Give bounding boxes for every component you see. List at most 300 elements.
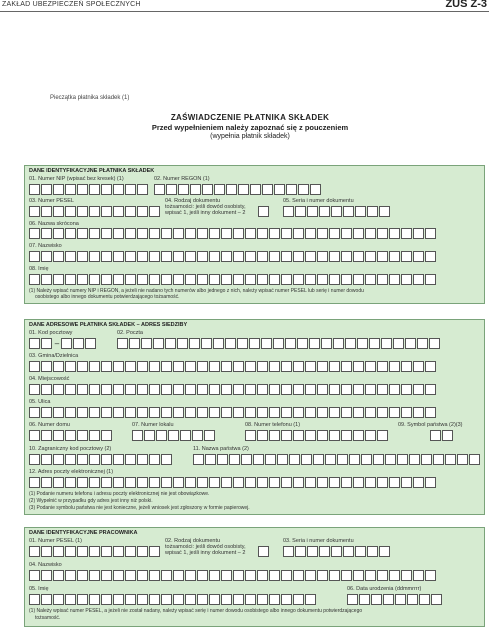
input-cell[interactable] bbox=[401, 407, 412, 418]
input-cell[interactable] bbox=[413, 274, 424, 285]
input-cell[interactable] bbox=[377, 251, 388, 262]
input-cell[interactable] bbox=[249, 338, 260, 349]
input-cell[interactable] bbox=[457, 454, 468, 465]
input-cell[interactable] bbox=[321, 338, 332, 349]
input-cell[interactable] bbox=[305, 228, 316, 239]
input-cell[interactable] bbox=[285, 338, 296, 349]
input-cell[interactable] bbox=[29, 454, 40, 465]
input-cell[interactable] bbox=[89, 594, 100, 605]
input-cell[interactable] bbox=[101, 206, 112, 217]
input-cell[interactable] bbox=[245, 251, 256, 262]
input-cell[interactable] bbox=[29, 251, 40, 262]
input-cell[interactable] bbox=[173, 228, 184, 239]
input-cell[interactable] bbox=[65, 206, 76, 217]
input-cell[interactable] bbox=[257, 228, 268, 239]
input-cell[interactable] bbox=[149, 206, 160, 217]
input-cell[interactable] bbox=[153, 338, 164, 349]
regon-field[interactable] bbox=[154, 184, 322, 195]
input-cell[interactable] bbox=[225, 338, 236, 349]
input-cell[interactable] bbox=[137, 477, 148, 488]
input-cell[interactable] bbox=[141, 338, 152, 349]
input-cell[interactable] bbox=[293, 407, 304, 418]
input-cell[interactable] bbox=[233, 228, 244, 239]
input-cell[interactable] bbox=[379, 546, 390, 557]
input-cell[interactable] bbox=[297, 338, 308, 349]
input-cell[interactable] bbox=[89, 546, 100, 557]
input-cell[interactable] bbox=[165, 338, 176, 349]
input-cell[interactable] bbox=[113, 594, 124, 605]
input-cell[interactable] bbox=[257, 407, 268, 418]
input-cell[interactable] bbox=[29, 546, 40, 557]
input-cell[interactable] bbox=[413, 570, 424, 581]
input-cell[interactable] bbox=[281, 477, 292, 488]
input-cell[interactable] bbox=[137, 546, 148, 557]
input-cell[interactable] bbox=[41, 274, 52, 285]
input-cell[interactable] bbox=[209, 361, 220, 372]
input-cell[interactable] bbox=[125, 546, 136, 557]
input-cell[interactable] bbox=[125, 361, 136, 372]
input-cell[interactable] bbox=[317, 361, 328, 372]
employee-document-number-field[interactable] bbox=[283, 546, 391, 557]
input-cell[interactable] bbox=[258, 546, 269, 557]
input-cell[interactable] bbox=[53, 477, 64, 488]
input-cell[interactable] bbox=[197, 570, 208, 581]
input-cell[interactable] bbox=[53, 384, 64, 395]
input-cell[interactable] bbox=[425, 477, 436, 488]
input-cell[interactable] bbox=[305, 407, 316, 418]
input-cell[interactable] bbox=[319, 546, 330, 557]
input-cell[interactable] bbox=[125, 407, 136, 418]
input-cell[interactable] bbox=[245, 361, 256, 372]
input-cell[interactable] bbox=[341, 361, 352, 372]
country-symbol-field[interactable] bbox=[430, 430, 454, 441]
input-cell[interactable] bbox=[365, 274, 376, 285]
input-cell[interactable] bbox=[137, 454, 148, 465]
input-cell[interactable] bbox=[137, 361, 148, 372]
document-type-field[interactable] bbox=[258, 206, 270, 217]
input-cell[interactable] bbox=[166, 184, 177, 195]
input-cell[interactable] bbox=[293, 384, 304, 395]
input-cell[interactable] bbox=[161, 274, 172, 285]
input-cell[interactable] bbox=[41, 206, 52, 217]
input-cell[interactable] bbox=[245, 594, 256, 605]
input-cell[interactable] bbox=[343, 206, 354, 217]
input-cell[interactable] bbox=[281, 251, 292, 262]
input-cell[interactable] bbox=[409, 454, 420, 465]
employee-pesel-field[interactable] bbox=[29, 546, 161, 557]
input-cell[interactable] bbox=[345, 338, 356, 349]
input-cell[interactable] bbox=[77, 407, 88, 418]
input-cell[interactable] bbox=[154, 184, 165, 195]
input-cell[interactable] bbox=[397, 454, 408, 465]
input-cell[interactable] bbox=[125, 206, 136, 217]
input-cell[interactable] bbox=[257, 361, 268, 372]
input-cell[interactable] bbox=[125, 570, 136, 581]
input-cell[interactable] bbox=[389, 274, 400, 285]
input-cell[interactable] bbox=[29, 274, 40, 285]
input-cell[interactable] bbox=[53, 546, 64, 557]
post-office-field[interactable] bbox=[117, 338, 441, 349]
input-cell[interactable] bbox=[89, 184, 100, 195]
nip-field[interactable] bbox=[29, 184, 149, 195]
input-cell[interactable] bbox=[180, 430, 191, 441]
input-cell[interactable] bbox=[431, 594, 442, 605]
input-cell[interactable] bbox=[89, 251, 100, 262]
input-cell[interactable] bbox=[113, 251, 124, 262]
input-cell[interactable] bbox=[209, 251, 220, 262]
input-cell[interactable] bbox=[269, 274, 280, 285]
input-cell[interactable] bbox=[168, 430, 179, 441]
input-cell[interactable] bbox=[353, 228, 364, 239]
input-cell[interactable] bbox=[173, 274, 184, 285]
input-cell[interactable] bbox=[29, 228, 40, 239]
input-cell[interactable] bbox=[305, 384, 316, 395]
input-cell[interactable] bbox=[101, 384, 112, 395]
input-cell[interactable] bbox=[89, 477, 100, 488]
input-cell[interactable] bbox=[341, 430, 352, 441]
input-cell[interactable] bbox=[237, 338, 248, 349]
input-cell[interactable] bbox=[401, 361, 412, 372]
input-cell[interactable] bbox=[185, 594, 196, 605]
input-cell[interactable] bbox=[365, 477, 376, 488]
input-cell[interactable] bbox=[281, 407, 292, 418]
input-cell[interactable] bbox=[173, 594, 184, 605]
input-cell[interactable] bbox=[101, 251, 112, 262]
email-field[interactable] bbox=[29, 477, 437, 488]
input-cell[interactable] bbox=[341, 477, 352, 488]
apartment-number-field[interactable] bbox=[132, 430, 216, 441]
input-cell[interactable] bbox=[377, 430, 388, 441]
input-cell[interactable] bbox=[185, 228, 196, 239]
input-cell[interactable] bbox=[221, 361, 232, 372]
input-cell[interactable] bbox=[113, 546, 124, 557]
input-cell[interactable] bbox=[41, 477, 52, 488]
input-cell[interactable] bbox=[250, 184, 261, 195]
input-cell[interactable] bbox=[149, 384, 160, 395]
input-cell[interactable] bbox=[389, 361, 400, 372]
input-cell[interactable] bbox=[89, 570, 100, 581]
input-cell[interactable] bbox=[365, 407, 376, 418]
input-cell[interactable] bbox=[89, 228, 100, 239]
input-cell[interactable] bbox=[365, 384, 376, 395]
input-cell[interactable] bbox=[113, 274, 124, 285]
input-cell[interactable] bbox=[371, 594, 382, 605]
input-cell[interactable] bbox=[77, 361, 88, 372]
input-cell[interactable] bbox=[173, 477, 184, 488]
input-cell[interactable] bbox=[101, 184, 112, 195]
input-cell[interactable] bbox=[233, 570, 244, 581]
input-cell[interactable] bbox=[65, 594, 76, 605]
input-cell[interactable] bbox=[405, 338, 416, 349]
input-cell[interactable] bbox=[393, 338, 404, 349]
input-cell[interactable] bbox=[355, 206, 366, 217]
input-cell[interactable] bbox=[29, 407, 40, 418]
input-cell[interactable] bbox=[149, 570, 160, 581]
input-cell[interactable] bbox=[101, 454, 112, 465]
input-cell[interactable] bbox=[173, 251, 184, 262]
input-cell[interactable] bbox=[341, 570, 352, 581]
input-cell[interactable] bbox=[149, 274, 160, 285]
input-cell[interactable] bbox=[385, 454, 396, 465]
input-cell[interactable] bbox=[257, 384, 268, 395]
input-cell[interactable] bbox=[41, 228, 52, 239]
input-cell[interactable] bbox=[355, 546, 366, 557]
input-cell[interactable] bbox=[209, 594, 220, 605]
input-cell[interactable] bbox=[283, 546, 294, 557]
input-cell[interactable] bbox=[125, 251, 136, 262]
input-cell[interactable] bbox=[221, 594, 232, 605]
input-cell[interactable] bbox=[377, 228, 388, 239]
input-cell[interactable] bbox=[305, 594, 316, 605]
input-cell[interactable] bbox=[317, 477, 328, 488]
input-cell[interactable] bbox=[229, 454, 240, 465]
input-cell[interactable] bbox=[319, 206, 330, 217]
input-cell[interactable] bbox=[289, 454, 300, 465]
input-cell[interactable] bbox=[367, 546, 378, 557]
input-cell[interactable] bbox=[325, 454, 336, 465]
short-name-field[interactable] bbox=[29, 228, 437, 239]
input-cell[interactable] bbox=[89, 407, 100, 418]
input-cell[interactable] bbox=[204, 430, 215, 441]
input-cell[interactable] bbox=[313, 454, 324, 465]
input-cell[interactable] bbox=[77, 546, 88, 557]
input-cell[interactable] bbox=[77, 570, 88, 581]
input-cell[interactable] bbox=[305, 430, 316, 441]
input-cell[interactable] bbox=[245, 228, 256, 239]
input-cell[interactable] bbox=[445, 454, 456, 465]
input-cell[interactable] bbox=[389, 228, 400, 239]
input-cell[interactable] bbox=[173, 361, 184, 372]
input-cell[interactable] bbox=[137, 206, 148, 217]
input-cell[interactable] bbox=[317, 430, 328, 441]
input-cell[interactable] bbox=[281, 274, 292, 285]
input-cell[interactable] bbox=[407, 594, 418, 605]
input-cell[interactable] bbox=[261, 338, 272, 349]
input-cell[interactable] bbox=[293, 594, 304, 605]
input-cell[interactable] bbox=[281, 570, 292, 581]
input-cell[interactable] bbox=[161, 384, 172, 395]
input-cell[interactable] bbox=[197, 477, 208, 488]
input-cell[interactable] bbox=[149, 546, 160, 557]
input-cell[interactable] bbox=[245, 384, 256, 395]
input-cell[interactable] bbox=[29, 206, 40, 217]
input-cell[interactable] bbox=[125, 228, 136, 239]
input-cell[interactable] bbox=[41, 384, 52, 395]
locality-field[interactable] bbox=[29, 384, 437, 395]
input-cell[interactable] bbox=[125, 184, 136, 195]
input-cell[interactable] bbox=[389, 407, 400, 418]
input-cell[interactable] bbox=[125, 274, 136, 285]
input-cell[interactable] bbox=[353, 251, 364, 262]
input-cell[interactable] bbox=[178, 184, 189, 195]
input-cell[interactable] bbox=[53, 361, 64, 372]
input-cell[interactable] bbox=[129, 338, 140, 349]
input-cell[interactable] bbox=[381, 338, 392, 349]
input-cell[interactable] bbox=[377, 477, 388, 488]
input-cell[interactable] bbox=[286, 184, 297, 195]
input-cell[interactable] bbox=[209, 477, 220, 488]
input-cell[interactable] bbox=[101, 407, 112, 418]
input-cell[interactable] bbox=[65, 570, 76, 581]
employee-document-type-field[interactable] bbox=[258, 546, 270, 557]
input-cell[interactable] bbox=[233, 384, 244, 395]
input-cell[interactable] bbox=[233, 407, 244, 418]
input-cell[interactable] bbox=[298, 184, 309, 195]
input-cell[interactable] bbox=[253, 454, 264, 465]
input-cell[interactable] bbox=[329, 407, 340, 418]
input-cell[interactable] bbox=[65, 477, 76, 488]
input-cell[interactable] bbox=[89, 384, 100, 395]
input-cell[interactable] bbox=[185, 384, 196, 395]
input-cell[interactable] bbox=[161, 570, 172, 581]
input-cell[interactable] bbox=[101, 570, 112, 581]
input-cell[interactable] bbox=[161, 407, 172, 418]
input-cell[interactable] bbox=[425, 384, 436, 395]
input-cell[interactable] bbox=[317, 570, 328, 581]
input-cell[interactable] bbox=[341, 228, 352, 239]
input-cell[interactable] bbox=[421, 454, 432, 465]
input-cell[interactable] bbox=[132, 430, 143, 441]
input-cell[interactable] bbox=[137, 274, 148, 285]
input-cell[interactable] bbox=[317, 407, 328, 418]
input-cell[interactable] bbox=[305, 274, 316, 285]
input-cell[interactable] bbox=[41, 407, 52, 418]
input-cell[interactable] bbox=[389, 251, 400, 262]
input-cell[interactable] bbox=[221, 407, 232, 418]
employee-first-name-field[interactable] bbox=[29, 594, 317, 605]
input-cell[interactable] bbox=[190, 184, 201, 195]
input-cell[interactable] bbox=[293, 251, 304, 262]
input-cell[interactable] bbox=[137, 570, 148, 581]
input-cell[interactable] bbox=[317, 228, 328, 239]
input-cell[interactable] bbox=[65, 384, 76, 395]
input-cell[interactable] bbox=[377, 384, 388, 395]
input-cell[interactable] bbox=[329, 477, 340, 488]
input-cell[interactable] bbox=[161, 251, 172, 262]
input-cell[interactable] bbox=[226, 184, 237, 195]
input-cell[interactable] bbox=[202, 184, 213, 195]
input-cell[interactable] bbox=[245, 570, 256, 581]
input-cell[interactable] bbox=[329, 228, 340, 239]
input-cell[interactable] bbox=[77, 454, 88, 465]
input-cell[interactable] bbox=[365, 251, 376, 262]
input-cell[interactable] bbox=[469, 454, 480, 465]
surname-field[interactable] bbox=[29, 251, 437, 262]
input-cell[interactable] bbox=[305, 361, 316, 372]
input-cell[interactable] bbox=[149, 407, 160, 418]
input-cell[interactable] bbox=[77, 477, 88, 488]
input-cell[interactable] bbox=[269, 570, 280, 581]
input-cell[interactable] bbox=[144, 430, 155, 441]
input-cell[interactable] bbox=[353, 274, 364, 285]
input-cell[interactable] bbox=[257, 251, 268, 262]
input-cell[interactable] bbox=[310, 184, 321, 195]
input-cell[interactable] bbox=[269, 594, 280, 605]
input-cell[interactable] bbox=[305, 251, 316, 262]
input-cell[interactable] bbox=[309, 338, 320, 349]
input-cell[interactable] bbox=[53, 570, 64, 581]
input-cell[interactable] bbox=[295, 546, 306, 557]
input-cell[interactable] bbox=[197, 361, 208, 372]
input-cell[interactable] bbox=[317, 274, 328, 285]
input-cell[interactable] bbox=[238, 184, 249, 195]
input-cell[interactable] bbox=[149, 594, 160, 605]
input-cell[interactable] bbox=[401, 384, 412, 395]
input-cell[interactable] bbox=[233, 361, 244, 372]
input-cell[interactable] bbox=[413, 228, 424, 239]
input-cell[interactable] bbox=[89, 361, 100, 372]
input-cell[interactable] bbox=[377, 407, 388, 418]
input-cell[interactable] bbox=[353, 430, 364, 441]
input-cell[interactable] bbox=[197, 594, 208, 605]
input-cell[interactable] bbox=[245, 430, 256, 441]
input-cell[interactable] bbox=[192, 430, 203, 441]
input-cell[interactable] bbox=[353, 407, 364, 418]
input-cell[interactable] bbox=[353, 384, 364, 395]
input-cell[interactable] bbox=[433, 454, 444, 465]
input-cell[interactable] bbox=[113, 361, 124, 372]
input-cell[interactable] bbox=[413, 361, 424, 372]
input-cell[interactable] bbox=[205, 454, 216, 465]
input-cell[interactable] bbox=[245, 407, 256, 418]
input-cell[interactable] bbox=[359, 594, 370, 605]
input-cell[interactable] bbox=[257, 477, 268, 488]
input-cell[interactable] bbox=[149, 251, 160, 262]
input-cell[interactable] bbox=[317, 251, 328, 262]
input-cell[interactable] bbox=[329, 361, 340, 372]
input-cell[interactable] bbox=[29, 430, 40, 441]
input-cell[interactable] bbox=[245, 274, 256, 285]
input-cell[interactable] bbox=[41, 184, 52, 195]
input-cell[interactable] bbox=[101, 594, 112, 605]
input-cell[interactable] bbox=[341, 274, 352, 285]
country-name-field[interactable] bbox=[193, 454, 481, 465]
input-cell[interactable] bbox=[137, 594, 148, 605]
input-cell[interactable] bbox=[293, 361, 304, 372]
input-cell[interactable] bbox=[214, 184, 225, 195]
input-cell[interactable] bbox=[53, 228, 64, 239]
input-cell[interactable] bbox=[209, 274, 220, 285]
input-cell[interactable] bbox=[413, 407, 424, 418]
input-cell[interactable] bbox=[65, 184, 76, 195]
input-cell[interactable] bbox=[65, 228, 76, 239]
input-cell[interactable] bbox=[185, 570, 196, 581]
input-cell[interactable] bbox=[53, 407, 64, 418]
input-cell[interactable] bbox=[89, 430, 100, 441]
input-cell[interactable] bbox=[221, 570, 232, 581]
input-cell[interactable] bbox=[221, 228, 232, 239]
input-cell[interactable] bbox=[257, 570, 268, 581]
input-cell[interactable] bbox=[149, 228, 160, 239]
input-cell[interactable] bbox=[329, 274, 340, 285]
input-cell[interactable] bbox=[185, 407, 196, 418]
input-cell[interactable] bbox=[77, 384, 88, 395]
birth-date-field[interactable] bbox=[347, 594, 443, 605]
input-cell[interactable] bbox=[413, 251, 424, 262]
input-cell[interactable] bbox=[281, 594, 292, 605]
input-cell[interactable] bbox=[347, 594, 358, 605]
input-cell[interactable] bbox=[337, 454, 348, 465]
input-cell[interactable] bbox=[401, 274, 412, 285]
input-cell[interactable] bbox=[401, 570, 412, 581]
input-cell[interactable] bbox=[307, 206, 318, 217]
input-cell[interactable] bbox=[137, 184, 148, 195]
input-cell[interactable] bbox=[269, 407, 280, 418]
input-cell[interactable] bbox=[425, 407, 436, 418]
input-cell[interactable] bbox=[65, 546, 76, 557]
input-cell[interactable] bbox=[295, 206, 306, 217]
input-cell[interactable] bbox=[401, 228, 412, 239]
